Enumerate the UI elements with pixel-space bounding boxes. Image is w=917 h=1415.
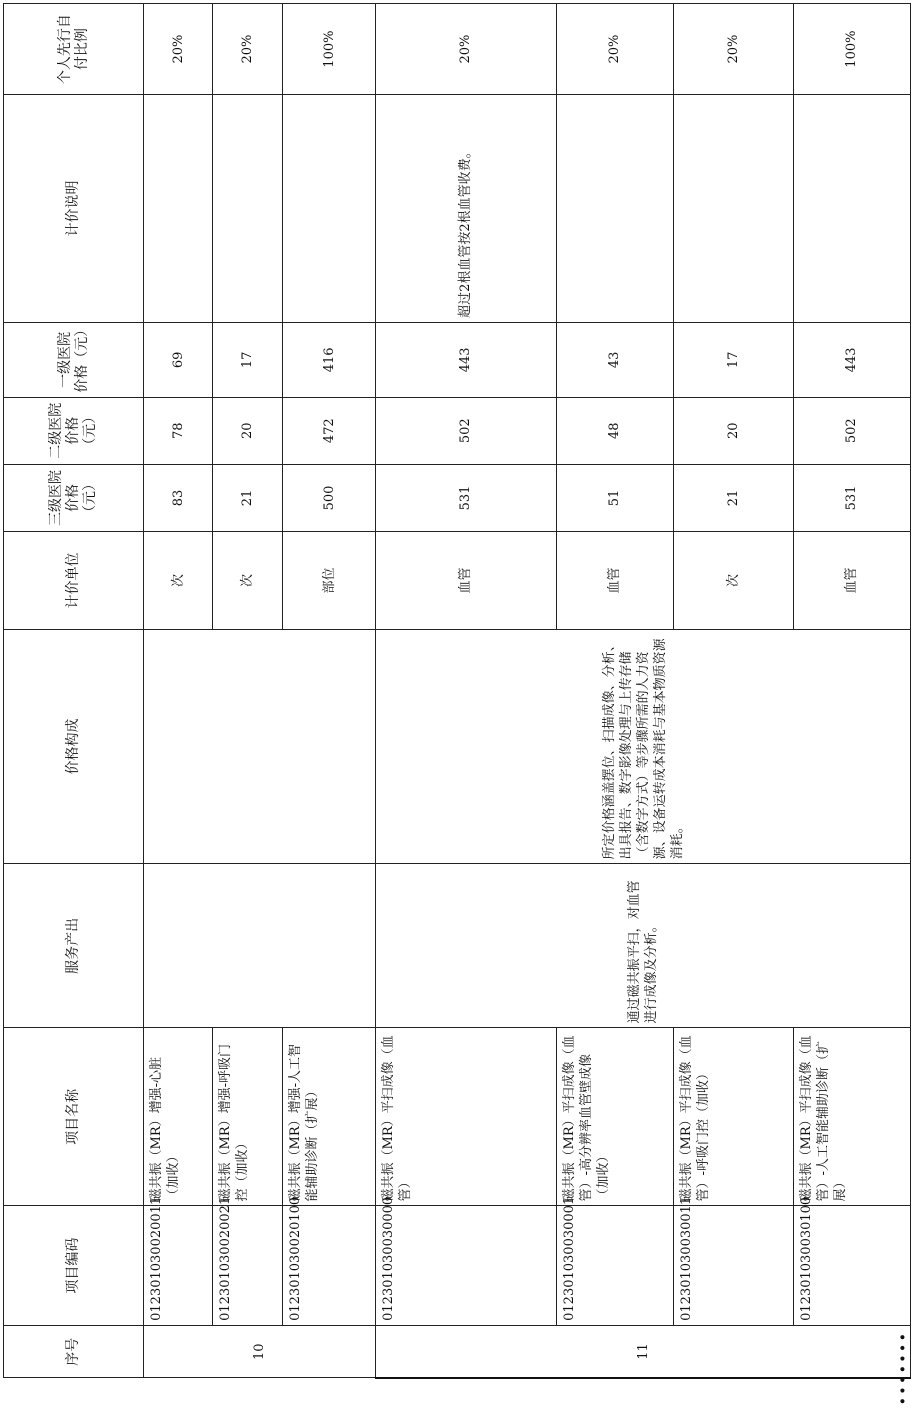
- price3-cell: 531: [376, 464, 556, 532]
- price-table: [3, 3, 911, 1379]
- price1-cell: 69: [144, 322, 213, 397]
- ratio-cell: 20%: [556, 4, 673, 95]
- composition-cell: 所定价格涵盖摆位、扫描成像、分析、出具报告、数字影像处理与上传存储（含数字方式）等步骤所需的人力资源、设备运转成本消耗与基本物质资源消耗。: [376, 629, 911, 864]
- unit-cell: 血管: [556, 532, 673, 629]
- unit-cell: 部位: [283, 532, 376, 629]
- unit-cell: 次: [673, 532, 793, 629]
- name-cell: 磁共振（MR）增强-心脏（加收）: [144, 1028, 213, 1206]
- price3-cell: 21: [213, 464, 283, 532]
- price2-cell: 502: [793, 397, 910, 464]
- ratio-cell: 20%: [673, 4, 793, 95]
- header-code: 项目编码: [4, 1206, 144, 1325]
- seq-cell: 10: [144, 1325, 376, 1378]
- continuation-dots: ·······: [890, 1330, 916, 1405]
- note-cell: [556, 95, 673, 323]
- code-cell: 012301030020011: [144, 1206, 213, 1325]
- price3-cell: 51: [556, 464, 673, 532]
- unit-cell: 血管: [376, 532, 556, 629]
- note-cell: [213, 95, 283, 323]
- unit-cell: 次: [144, 532, 213, 629]
- unit-cell: 次: [213, 532, 283, 629]
- header-output: 服务产出: [4, 864, 144, 1028]
- header-seq: 序号: [4, 1325, 144, 1378]
- header-price1: 一级医院价格（元）: [4, 322, 144, 397]
- price1-cell: 43: [556, 322, 673, 397]
- output-cell: 通过磁共振平扫，对血管进行成像及分析。: [376, 864, 911, 1028]
- code-cell: 012301030030000: [376, 1206, 556, 1325]
- price3-cell: 21: [673, 464, 793, 532]
- price1-cell: 17: [213, 322, 283, 397]
- code-cell: 012301030020100: [283, 1206, 376, 1325]
- note-cell: [144, 95, 213, 323]
- ratio-cell: 20%: [376, 4, 556, 95]
- header-name: 项目名称: [4, 1028, 144, 1206]
- price2-cell: 502: [376, 397, 556, 464]
- price2-cell: 48: [556, 397, 673, 464]
- ratio-cell: 100%: [793, 4, 910, 95]
- price3-cell: 500: [283, 464, 376, 532]
- header-ratio: 个人先行自付比例: [4, 4, 144, 95]
- seq-cell: 11: [376, 1325, 911, 1378]
- note-cell: [793, 95, 910, 323]
- header-price3: 三级医院价格（元）: [4, 464, 144, 532]
- name-cell: 磁共振（MR）增强-人工智能辅助诊断（扩展）: [283, 1028, 376, 1206]
- header-unit: 计价单位: [4, 532, 144, 629]
- table-row: [144, 4, 213, 1379]
- code-cell: 012301030030100: [793, 1206, 910, 1325]
- name-cell: 磁共振（MR）平扫成像（血管）: [376, 1028, 556, 1206]
- price2-cell: 78: [144, 397, 213, 464]
- price3-cell: 531: [793, 464, 910, 532]
- name-cell: 磁共振（MR）平扫成像（血管）-呼吸门控（加收）: [673, 1028, 793, 1206]
- unit-cell: 血管: [793, 532, 910, 629]
- header-composition: 价格构成: [4, 629, 144, 864]
- price2-cell: 20: [213, 397, 283, 464]
- ratio-cell: 20%: [213, 4, 283, 95]
- header-row: [4, 4, 144, 1379]
- note-cell: [283, 95, 376, 323]
- note-cell: 超过2根血管按2根血管收费。: [376, 95, 556, 323]
- price1-cell: 17: [673, 322, 793, 397]
- price1-cell: 416: [283, 322, 376, 397]
- ratio-cell: 100%: [283, 4, 376, 95]
- output-cell: [144, 864, 376, 1028]
- price2-cell: 472: [283, 397, 376, 464]
- code-cell: 012301030030001: [556, 1206, 673, 1325]
- name-cell: 磁共振（MR）平扫成像（血管）-人工智能辅助诊断（扩展）: [793, 1028, 910, 1206]
- price2-cell: 20: [673, 397, 793, 464]
- code-cell: 012301030020021: [213, 1206, 283, 1325]
- composition-cell: [144, 629, 376, 864]
- code-cell: 012301030030011: [673, 1206, 793, 1325]
- header-price2: 二级医院价格（元）: [4, 397, 144, 464]
- ratio-cell: 20%: [144, 4, 213, 95]
- name-cell: 磁共振（MR）增强-呼吸门控（加收）: [213, 1028, 283, 1206]
- name-cell: 磁共振（MR）平扫成像（血管）-高分辨率血管壁成像（加收）: [556, 1028, 673, 1206]
- price1-cell: 443: [793, 322, 910, 397]
- note-cell: [673, 95, 793, 323]
- price3-cell: 83: [144, 464, 213, 532]
- price1-cell: 443: [376, 322, 556, 397]
- table-row: [376, 4, 556, 1379]
- header-note: 计价说明: [4, 95, 144, 323]
